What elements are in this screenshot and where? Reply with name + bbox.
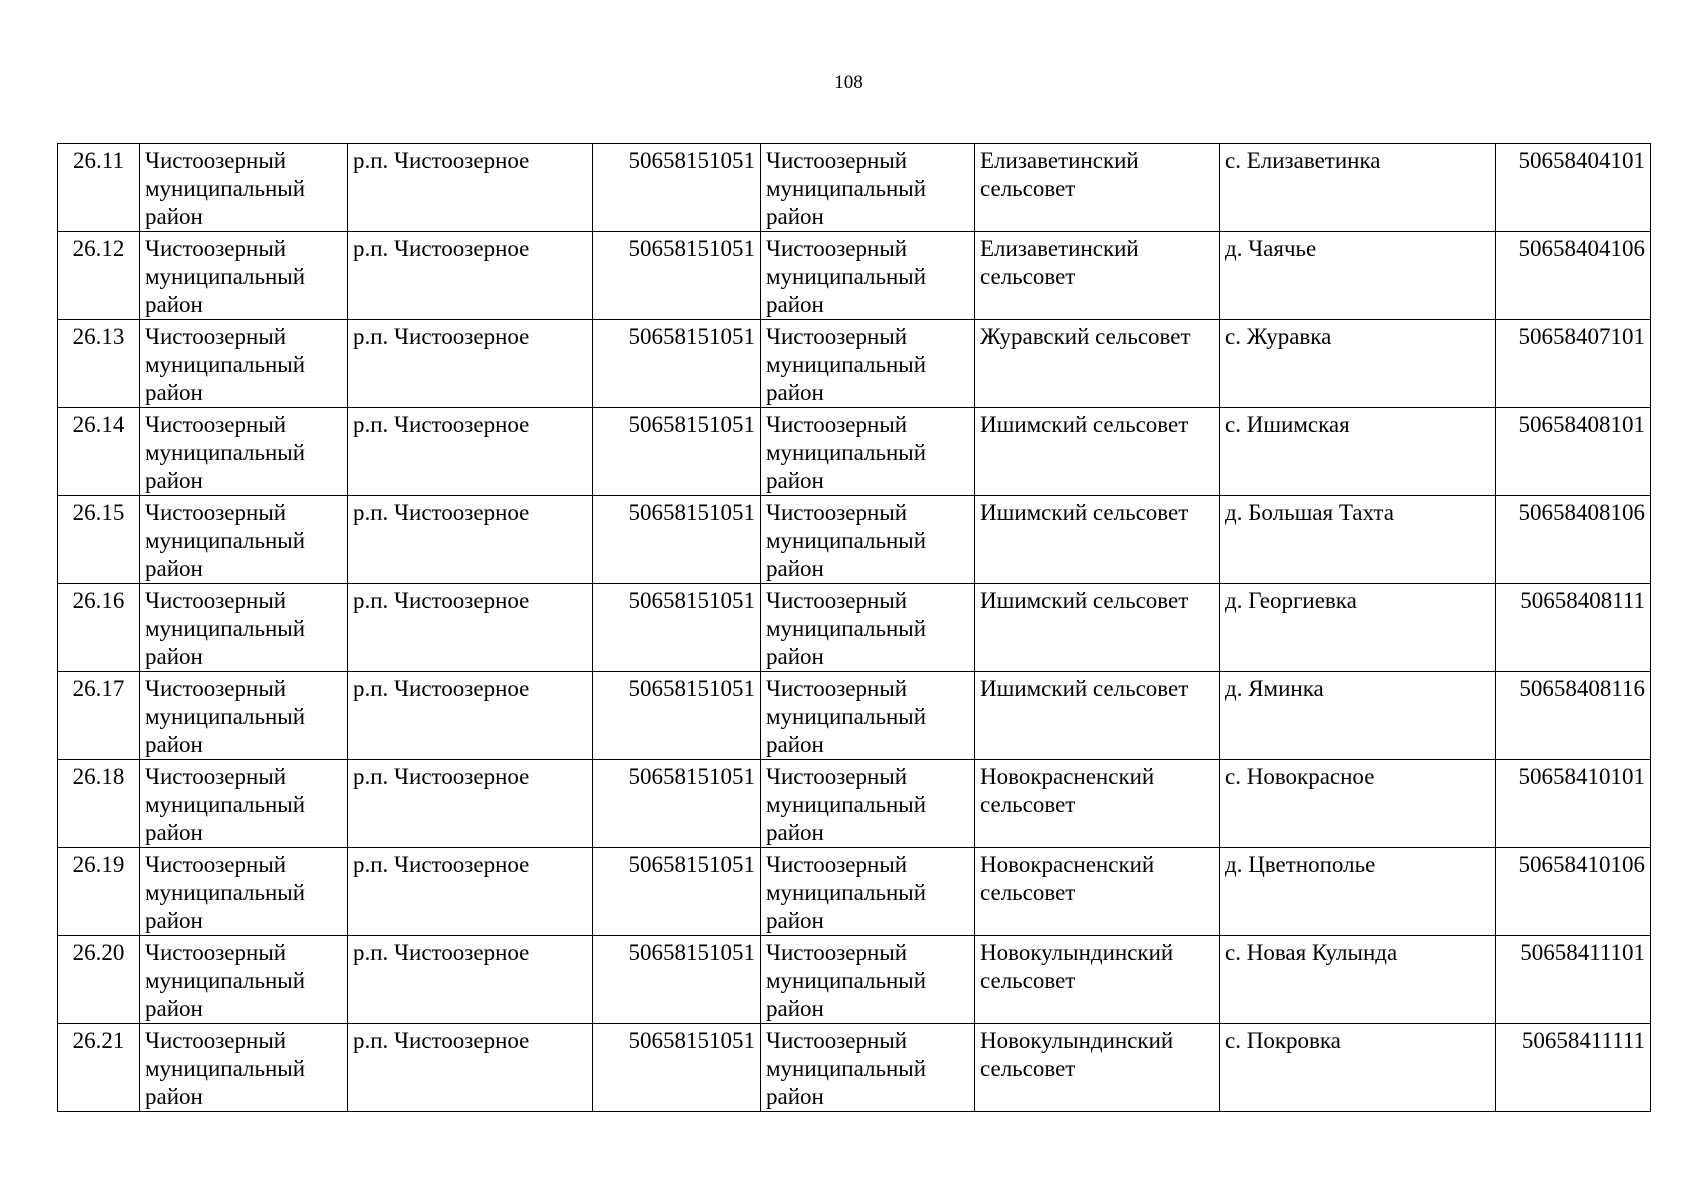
admin-center-cell: р.п. Чистоозерное	[348, 848, 593, 936]
table-row	[58, 584, 1651, 672]
row-number-cell: 26.12	[58, 232, 140, 320]
municipality-cell: Чистоозерный муниципальный район	[761, 144, 975, 232]
municipality-cell: Чистоозерный муниципальный район	[761, 496, 975, 584]
row-number-cell: 26.11	[58, 144, 140, 232]
district-cell: Чистоозерный муниципальный район	[140, 936, 348, 1024]
council-cell: Новокулындинский сельсовет	[975, 936, 1220, 1024]
settlement-cell: с. Новая Кулында	[1220, 936, 1496, 1024]
council-cell: Журавский сельсовет	[975, 320, 1220, 408]
municipality-cell: Чистоозерный муниципальный район	[761, 232, 975, 320]
admin-center-code-cell: 50658151051	[593, 496, 761, 584]
council-cell: Ишимский сельсовет	[975, 408, 1220, 496]
settlement-cell: с. Новокрасное	[1220, 760, 1496, 848]
council-cell: Ишимский сельсовет	[975, 496, 1220, 584]
admin-center-code-cell: 50658151051	[593, 760, 761, 848]
table-row	[58, 760, 1651, 848]
district-cell: Чистоозерный муниципальный район	[140, 496, 348, 584]
council-cell: Елизаветинский сельсовет	[975, 232, 1220, 320]
council-cell: Новокулындинский сельсовет	[975, 1024, 1220, 1112]
settlement-code-cell: 50658410101	[1496, 760, 1651, 848]
table-row	[58, 672, 1651, 760]
admin-center-cell: р.п. Чистоозерное	[348, 584, 593, 672]
settlement-code-cell: 50658408106	[1496, 496, 1651, 584]
table-row	[58, 232, 1651, 320]
settlement-code-cell: 50658407101	[1496, 320, 1651, 408]
admin-center-cell: р.п. Чистоозерное	[348, 408, 593, 496]
settlement-code-cell: 50658408111	[1496, 584, 1651, 672]
settlement-code-cell: 50658411101	[1496, 936, 1651, 1024]
district-cell: Чистоозерный муниципальный район	[140, 232, 348, 320]
admin-center-code-cell: 50658151051	[593, 584, 761, 672]
admin-center-cell: р.п. Чистоозерное	[348, 672, 593, 760]
municipality-cell: Чистоозерный муниципальный район	[761, 320, 975, 408]
district-cell: Чистоозерный муниципальный район	[140, 1024, 348, 1112]
admin-center-code-cell: 50658151051	[593, 408, 761, 496]
admin-center-cell: р.п. Чистоозерное	[348, 320, 593, 408]
admin-center-code-cell: 50658151051	[593, 848, 761, 936]
settlement-cell: д. Большая Тахта	[1220, 496, 1496, 584]
municipality-cell: Чистоозерный муниципальный район	[761, 936, 975, 1024]
settlement-cell: д. Георгиевка	[1220, 584, 1496, 672]
settlement-code-cell: 50658408116	[1496, 672, 1651, 760]
row-number-cell: 26.19	[58, 848, 140, 936]
admin-center-code-cell: 50658151051	[593, 144, 761, 232]
admin-center-cell: р.п. Чистоозерное	[348, 144, 593, 232]
municipality-cell: Чистоозерный муниципальный район	[761, 408, 975, 496]
admin-center-code-cell: 50658151051	[593, 320, 761, 408]
district-cell: Чистоозерный муниципальный район	[140, 144, 348, 232]
admin-center-cell: р.п. Чистоозерное	[348, 936, 593, 1024]
district-cell: Чистоозерный муниципальный район	[140, 848, 348, 936]
settlement-cell: с. Покровка	[1220, 1024, 1496, 1112]
admin-center-code-cell: 50658151051	[593, 1024, 761, 1112]
district-cell: Чистоозерный муниципальный район	[140, 408, 348, 496]
row-number-cell: 26.16	[58, 584, 140, 672]
admin-center-cell: р.п. Чистоозерное	[348, 232, 593, 320]
table-row	[58, 408, 1651, 496]
table-row	[58, 144, 1651, 232]
settlement-cell: с. Журавка	[1220, 320, 1496, 408]
district-cell: Чистоозерный муниципальный район	[140, 672, 348, 760]
municipality-cell: Чистоозерный муниципальный район	[761, 760, 975, 848]
table-row	[58, 936, 1651, 1024]
settlement-cell: д. Яминка	[1220, 672, 1496, 760]
municipality-cell: Чистоозерный муниципальный район	[761, 1024, 975, 1112]
row-number-cell: 26.20	[58, 936, 140, 1024]
settlements-table	[57, 143, 1651, 1112]
district-cell: Чистоозерный муниципальный район	[140, 760, 348, 848]
admin-center-code-cell: 50658151051	[593, 936, 761, 1024]
settlement-cell: с. Елизаветинка	[1220, 144, 1496, 232]
settlement-cell: с. Ишимская	[1220, 408, 1496, 496]
settlement-code-cell: 50658404106	[1496, 232, 1651, 320]
row-number-cell: 26.15	[58, 496, 140, 584]
council-cell: Елизаветинский сельсовет	[975, 144, 1220, 232]
settlement-cell: д. Чаячье	[1220, 232, 1496, 320]
council-cell: Новокрасненский сельсовет	[975, 760, 1220, 848]
settlement-code-cell: 50658410106	[1496, 848, 1651, 936]
municipality-cell: Чистоозерный муниципальный район	[761, 848, 975, 936]
admin-center-cell: р.п. Чистоозерное	[348, 1024, 593, 1112]
row-number-cell: 26.17	[58, 672, 140, 760]
district-cell: Чистоозерный муниципальный район	[140, 320, 348, 408]
district-cell: Чистоозерный муниципальный район	[140, 584, 348, 672]
admin-center-code-cell: 50658151051	[593, 672, 761, 760]
admin-center-cell: р.п. Чистоозерное	[348, 496, 593, 584]
admin-center-cell: р.п. Чистоозерное	[348, 760, 593, 848]
row-number-cell: 26.14	[58, 408, 140, 496]
municipality-cell: Чистоозерный муниципальный район	[761, 672, 975, 760]
table-row	[58, 496, 1651, 584]
settlement-code-cell: 50658404101	[1496, 144, 1651, 232]
page-number: 108	[834, 72, 863, 93]
council-cell: Новокрасненский сельсовет	[975, 848, 1220, 936]
settlement-cell: д. Цветнополье	[1220, 848, 1496, 936]
table-body	[58, 144, 1651, 1112]
table-row	[58, 320, 1651, 408]
admin-center-code-cell: 50658151051	[593, 232, 761, 320]
row-number-cell: 26.18	[58, 760, 140, 848]
row-number-cell: 26.21	[58, 1024, 140, 1112]
table-row	[58, 848, 1651, 936]
municipality-cell: Чистоозерный муниципальный район	[761, 584, 975, 672]
council-cell: Ишимский сельсовет	[975, 672, 1220, 760]
settlement-code-cell: 50658408101	[1496, 408, 1651, 496]
settlement-code-cell: 50658411111	[1496, 1024, 1651, 1112]
table-row	[58, 1024, 1651, 1112]
council-cell: Ишимский сельсовет	[975, 584, 1220, 672]
row-number-cell: 26.13	[58, 320, 140, 408]
